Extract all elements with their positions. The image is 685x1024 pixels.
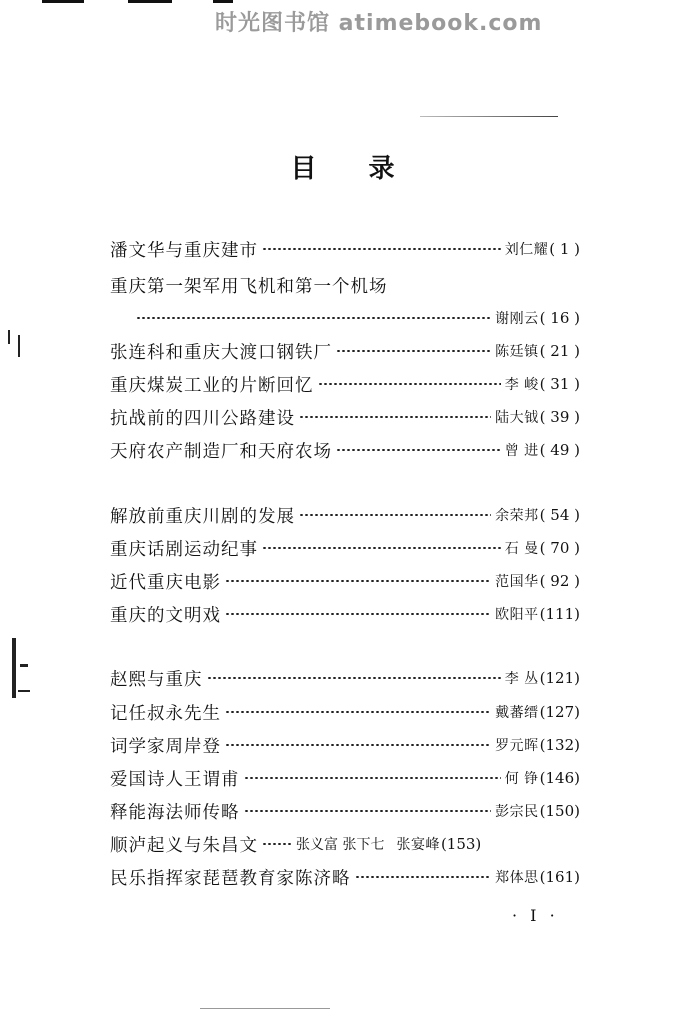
dot-leader <box>336 350 491 352</box>
entry-author: 欧阳平 <box>495 607 539 623</box>
dot-leader <box>262 843 292 845</box>
entry-author: 戴蕃缙 <box>495 705 539 721</box>
dot-leader <box>262 547 501 549</box>
watermark: 时光图书馆 atimebook.com <box>215 11 543 36</box>
toc-entry[interactable] <box>110 568 580 594</box>
toc-entry[interactable] <box>110 798 580 824</box>
entry-page: (146) <box>539 769 580 787</box>
toc-entry[interactable] <box>110 437 580 463</box>
entry-coauthors: 张义富 张下七 <box>296 837 385 853</box>
entry-page: (127) <box>539 703 580 721</box>
dot-leader <box>136 317 491 319</box>
dot-leader <box>262 248 501 250</box>
dot-leader <box>299 514 491 516</box>
binding-mark <box>8 330 10 344</box>
toc-entry[interactable] <box>110 864 580 890</box>
entry-page: (153) <box>440 835 482 853</box>
dot-leader <box>244 810 492 812</box>
toc-entry[interactable] <box>110 732 580 758</box>
binding-mark <box>18 335 20 357</box>
entry-title: 重庆话剧运动纪事 <box>110 539 258 560</box>
entry-author: 石 曼 <box>504 541 539 557</box>
dot-leader <box>207 677 501 679</box>
toc-entry[interactable] <box>110 236 580 262</box>
entry-title: 重庆第一架军用飞机和第一个机场 <box>110 276 388 297</box>
entry-author: 张宴峰 <box>396 837 440 853</box>
entry-author: 刘仁耀 <box>504 242 549 258</box>
scan-specks <box>200 1008 330 1009</box>
entry-page: (121) <box>539 669 580 687</box>
toc-entry[interactable] <box>110 831 580 857</box>
entry-title: 顺泸起义与朱昌文 <box>110 835 258 856</box>
entry-title: 张连科和重庆大渡口钢铁厂 <box>110 342 332 363</box>
entry-title: 重庆的文明戏 <box>110 605 221 626</box>
toc-entry[interactable] <box>110 601 580 627</box>
entry-author: 何 铮 <box>504 771 539 787</box>
entry-page: ( 16 ) <box>539 309 580 327</box>
entry-page: (150) <box>539 802 580 820</box>
entry-title: 近代重庆电影 <box>110 572 221 593</box>
entry-title: 记任叔永先生 <box>110 703 221 724</box>
toc-entry-continuation[interactable] <box>110 305 580 331</box>
entry-page: ( 49 ) <box>539 441 580 459</box>
toc-entry[interactable] <box>110 502 580 528</box>
toc-entry[interactable] <box>110 765 580 791</box>
dot-leader <box>225 613 491 615</box>
scan-mark <box>213 0 233 3</box>
toc-entry[interactable] <box>110 535 580 561</box>
entry-page: ( 54 ) <box>539 506 580 524</box>
entry-page: (132) <box>539 736 580 754</box>
toc-entry[interactable] <box>110 665 580 691</box>
entry-title: 赵熙与重庆 <box>110 669 203 690</box>
entry-page: ( 21 ) <box>539 342 580 360</box>
entry-author: 曾 进 <box>504 443 539 459</box>
entry-page: ( 70 ) <box>539 539 580 557</box>
dot-leader <box>225 744 491 746</box>
toc-entry[interactable] <box>110 699 580 725</box>
entry-title: 民乐指挥家琵琶教育家陈济略 <box>110 868 351 889</box>
entry-author: 彭宗民 <box>495 804 539 820</box>
entry-page: ( 31 ) <box>539 375 580 393</box>
entry-title: 天府农产制造厂和天府农场 <box>110 441 332 462</box>
dot-leader <box>299 416 491 418</box>
entry-page: ( 92 ) <box>539 572 580 590</box>
dot-leader <box>336 449 501 451</box>
entry-author: 李 丛 <box>504 671 539 687</box>
dot-leader <box>355 876 492 878</box>
entry-title: 词学家周岸登 <box>110 736 221 757</box>
dot-leader <box>225 711 491 713</box>
entry-title: 释能海法师传略 <box>110 802 240 823</box>
toc-entry-title-line[interactable] <box>110 272 580 298</box>
entry-author: 李 峻 <box>504 377 539 393</box>
entry-author: 郑体思 <box>495 870 539 886</box>
binding-mark <box>20 664 28 667</box>
entry-author: 余荣邦 <box>495 508 539 524</box>
scan-mark <box>128 0 172 3</box>
scan-rule <box>420 116 558 117</box>
entry-page: (161) <box>539 868 580 886</box>
entry-title: 重庆煤炭工业的片断回忆 <box>110 375 314 396</box>
entry-author: 罗元晖 <box>495 738 539 754</box>
binding-mark <box>12 638 16 698</box>
toc-entry[interactable] <box>110 404 580 430</box>
entry-page: ( 1 ) <box>549 240 580 258</box>
entry-page: ( 39 ) <box>539 408 580 426</box>
entry-author: 陈廷镇 <box>495 344 539 360</box>
page-number: · I · <box>512 906 559 925</box>
scan-mark <box>42 0 84 3</box>
toc-entry[interactable] <box>110 338 580 364</box>
entry-title: 爱国诗人王谓甫 <box>110 769 240 790</box>
entry-author: 范国华 <box>495 574 539 590</box>
entry-page: (111) <box>539 605 580 623</box>
binding-mark <box>18 690 30 692</box>
dot-leader <box>318 383 501 385</box>
entry-title: 抗战前的四川公路建设 <box>110 408 295 429</box>
dot-leader <box>244 777 501 779</box>
entry-title: 潘文华与重庆建市 <box>110 240 258 261</box>
entry-author: 谢刚云 <box>495 311 539 327</box>
toc-entry[interactable] <box>110 371 580 397</box>
page-title: 目录 <box>290 154 447 184</box>
entry-title: 解放前重庆川剧的发展 <box>110 506 295 527</box>
entry-author: 陆大钺 <box>495 410 539 426</box>
dot-leader <box>225 580 491 582</box>
